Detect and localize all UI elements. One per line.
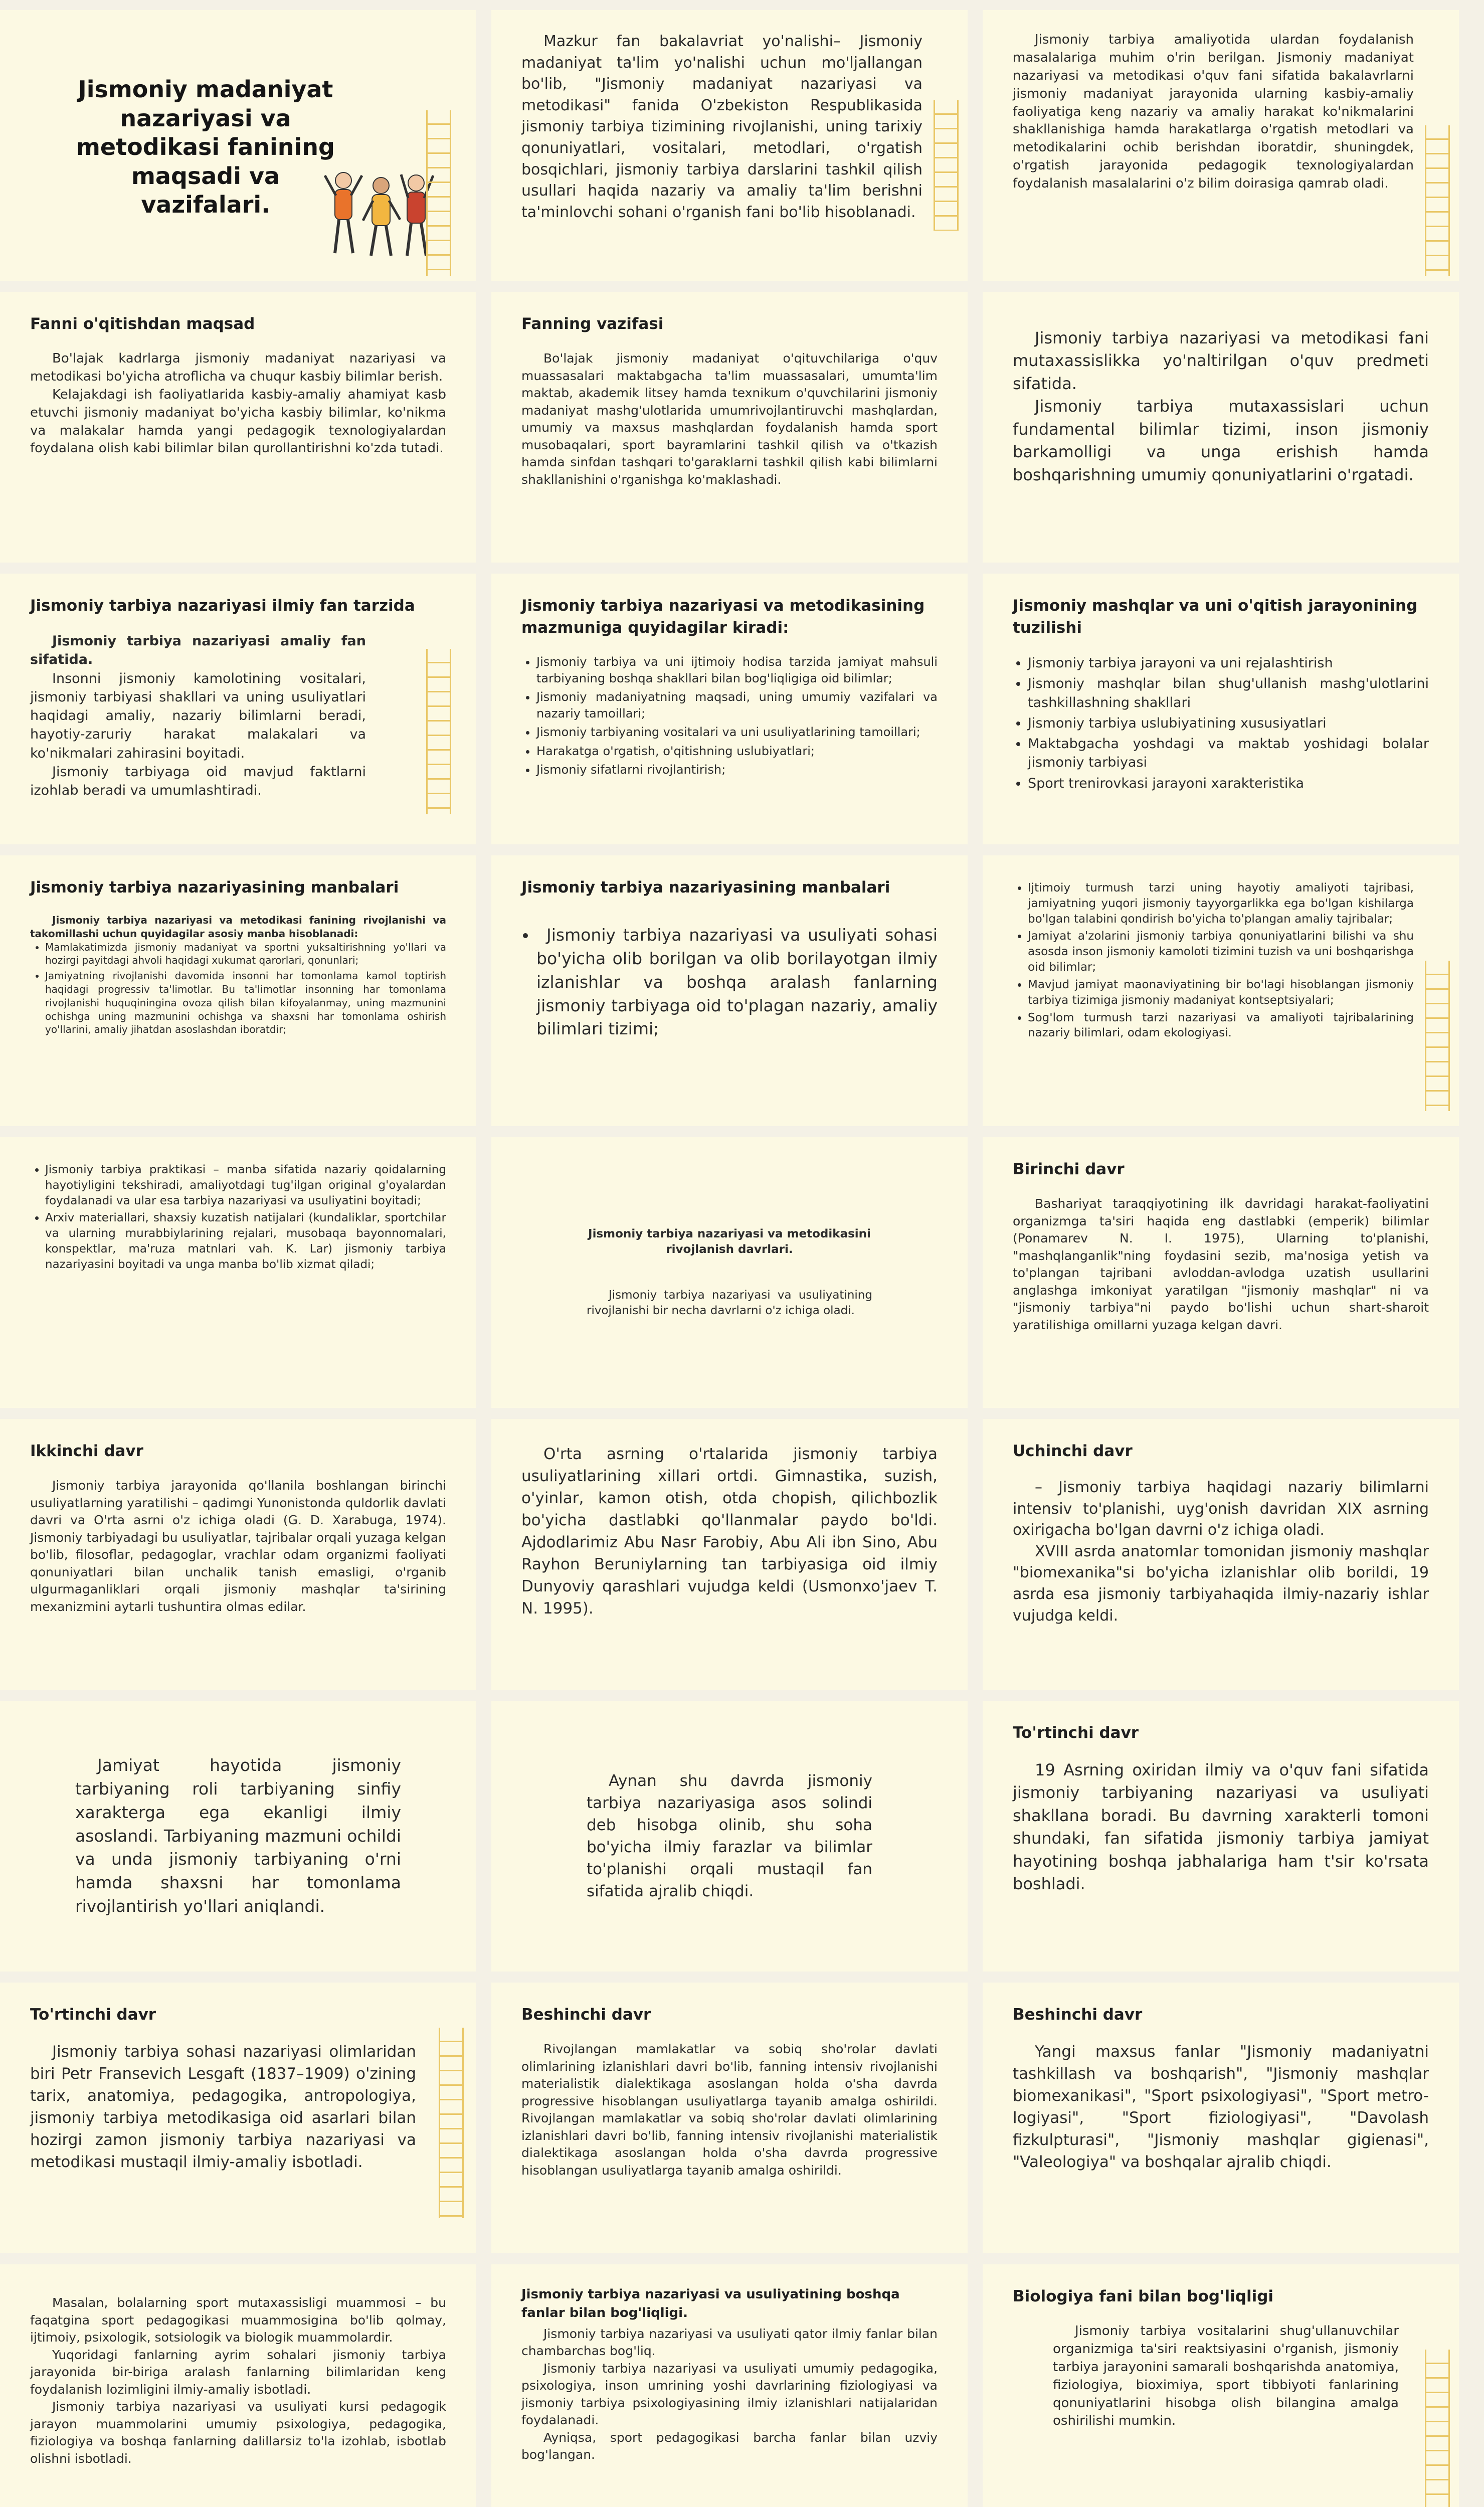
list-item: • Jismoniy tarbiya va uni ijtimoiy hodisa tarzida jamiyat mahsuli tarbiyaning boshqa shakllari bilan bog'liqligiga oid bilimlar; bbox=[536, 654, 938, 687]
list-item: • Mamlakatimizda jismoniy madaniyat va sportni yuksaltirishning yo'llari va hozirgi payitdagi ahvoli haqidagi xukumat qarorlari, qonunlari; bbox=[45, 941, 446, 968]
slide-text: Jismoniy tarbiya vositalarini shug'ullanuvchilar organizmiga ta'siri reaktsiyasini o'rganish, jismoniy tarbiya jarayonini samarali boshqarishda anatomiya, fiziologiya, bioximiya, sport tibbiyoti fanlarining qonuniyatlarini hisobga olish bilangina amalga oshirilishi mumkin. bbox=[1053, 2323, 1399, 2429]
slide-text: Aynan shu davrda jismoniy tarbiya nazariyasiga asos solindi deb hisobga olinib, shu soha bo'yicha ilmiy farazlar va bilimlar to'planishi orqali mustaqil fan sifatida ajralib chiqdi. bbox=[587, 1771, 872, 1901]
paragraph-1: – Jismoniy tarbiya haqidagi nazariy bilimlarni intensiv to'planishi, uyg'onish davridan XIX asrning oxirigacha bo'lgan davrni o'z ichiga oladi. bbox=[1013, 1479, 1429, 1539]
ladder-icon bbox=[426, 649, 451, 814]
people-icon bbox=[321, 160, 436, 261]
slide-20 bbox=[491, 1701, 968, 1972]
slide-text: Bo'lajak jismoniy madaniyat o'qituvchilariga o'quv muassasalari maktabgacha ta'lim muassasalari, umumta'lim maktab, akademik litsey hamda texnikum o'quvchilarini jismoniy madaniyat mashg'ulotlarida umumrivojlantiruvchi mashqlardan, umumiy va maxsus mashqlardan foydalanish hamda sport musobaqalari, sport bayramlarini tashkil qilish va o'tkazish hamda sinfdan tashqari to'garaklarni tashkil qilish kabi bilimlarni shakllanishini o'rganishga ko'maklashadi. bbox=[521, 351, 938, 487]
main-title: Jismoniy madaniyat nazariyasi va metodikasi fanining maqsadi va vazifalari. bbox=[76, 76, 335, 218]
paragraph-1: Jismoniy tarbiya nazariyasi amaliy fan sifatida. bbox=[30, 633, 366, 668]
slide-text: O'rta asrning o'rtalarida jismoniy tarbiya usuliyatlarining xillari ortdi. Gimnastika, suzish, o'yinlar, kamon otish, otda chopish, qilichbozlik bo'yicha dastlabki qo'llanmalar paydo bo'ldi. Ajdodlarimiz Abu Nasr Farobiy, Abu Ali ibn Sino, Abu Rayhon Beruniylarning tan tarbiyasiga oid ilmiy Dunyoviy qarashlari vujudga keldi (Usmonxo'jaev T. N. 1995). bbox=[521, 1445, 938, 1618]
paragraph-2: Insonni jismoniy kamolotining vositalari, jismoniy tarbiyasi shakllari va uning usuliyatlari haqidagi amaliy, nazariy bilimlarni beradi, hayotiy-zaruriy harakat malakalari va ko'nikmalari zahirasini boyitadi. bbox=[30, 670, 366, 761]
slide-title: Biologiya fani bilan bog'liqligi bbox=[1013, 2287, 1274, 2305]
slide-23 bbox=[491, 1983, 968, 2253]
list-item: • Sport trenirovkasi jarayoni xarakteristika bbox=[1028, 774, 1429, 793]
slide-22 bbox=[0, 1983, 476, 2253]
paragraph-1: Masalan, bolalarning sport mutaxassisligi muammosi – bu faqatgina sport pedagogikasi muammosigina bo'lib qolmay, ijtimoiy, psixologik, sotsiologik va biologik muammolardir. bbox=[30, 2295, 446, 2345]
paragraph-3: Jismoniy tarbiyaga oid mavjud faktlarni izohlab beradi va umumlashtiradi. bbox=[30, 764, 366, 799]
paragraph-2: Kelajakdagi ish faoliyatlarida kasbiy-amaliy ahamiyat kasb etuvchi jismoniy madaniyat bo'yicha kasbiy bilimlar, ko'nikma va malakalar hamda yangi pedagogik texnologiyalardan foydalana olish kabi bilimlar bilan qurollantirishni ko'zda tutadi. bbox=[30, 387, 446, 456]
slide-title: Jismoniy tarbiya nazariyasi va metodikasining mazmuniga quyidagilar kiradi: bbox=[521, 597, 925, 637]
ladder-icon bbox=[934, 100, 959, 231]
paragraph-1: Jismoniy tarbiya nazariyasi va usuliyati qator ilmiy fanlar bilan chambarchas bog'liq. bbox=[521, 2326, 938, 2359]
paragraph-2: Jismoniy tarbiya nazariyasi va usuliyati umumiy pedagogika, psixologiya, inson umrining yoshi davrlarining fiziologiyasi va jismoniy tarbiya psixologiyasining ilmiy izlanishlari natijalaridan foydalanadi. bbox=[521, 2361, 938, 2428]
slide-text: Jismoniy tarbiya amaliyotida ulardan foydalanish masalalariga muhim o'rin berilgan. Jismoniy madaniyat nazariyasi va metodikasi o'quv fani sifatida bakalavrlarni jismoniy madaniyat jarayonida ularning kasbiy-amaliy faoliyatiga keng nazariy va amaliy harakat ko'nikmalarini shakllanishiga hamda harakatlarga o'rgatish metodlari va metodikalarini ochib berishdan iboratdir, shuningdek, o'rgatish jarayonida pedagogik texnologiyalardan foydalanish masalalarini o'z bilim doirasiga qamrab oladi. bbox=[1013, 32, 1414, 191]
slide-12 bbox=[983, 855, 1459, 1126]
slide-1-title bbox=[0, 10, 476, 281]
slide-2 bbox=[491, 10, 968, 281]
list-item: • Jismoniy madaniyatning maqsadi, uning umumiy vazifalari va nazariy tamoillari; bbox=[536, 689, 938, 722]
slide-17 bbox=[491, 1419, 968, 1690]
slide-title: Fanni o'qitishdan maqsad bbox=[30, 315, 255, 333]
lead-text: Jismoniy tarbiya nazariyasi va metodikasi fanining rivojlanishi va takomillashi uchun quyidagilar asosiy manba hisoblanadi: bbox=[30, 914, 446, 940]
slide-title: Beshinchi davr bbox=[1013, 2006, 1143, 2024]
ladder-icon bbox=[1425, 2350, 1450, 2507]
list-item: • Mavjud jamiyat maonaviyatining bir bo'lagi hisoblangan jismoniy tarbiya tizimiga jismoniy madaniyat kontseptsiyalari; bbox=[1028, 977, 1414, 1008]
list-item: • Jismoniy sifatlarni rivojlantirish; bbox=[536, 762, 938, 778]
ladder-icon bbox=[1425, 125, 1450, 276]
slide-title: Jismoniy tarbiya nazariyasining manbalari bbox=[30, 878, 399, 897]
paragraph-1: Jismoniy tarbiya nazariyasi va metodikasi fani mutaxassislikka yo'naltirilgan o'quv predmeti sifatida. bbox=[1013, 328, 1429, 393]
slide-8 bbox=[491, 574, 968, 844]
paragraph-1: Jismoniy tarbiya nazariyasi va metodikasini rivojlanish davrlari. bbox=[588, 1227, 871, 1257]
slide-text: Jamiyat hayotida jismoniy tarbiyaning roli tarbiyaning sinfiy xarakterga ega ekanligi ilmiy asoslandi. Tarbiyaning mazmuni ochildi va unda jismoniy tarbiyaning o'rni hamda shaxsni har tomonlama rivojlantirish yo'llari aniqlandi. bbox=[75, 1755, 401, 1916]
list-item: • Jismoniy mashqlar bilan shug'ullanish mashg'ulotlarini tashkillashning shakllari bbox=[1028, 674, 1429, 712]
slide-9 bbox=[983, 574, 1459, 844]
slide-text: Yangi maxsus fanlar "Jismoniy madaniyatni tashkillash va boshqarish", "Jismoniy mashqlar biomexanikasi", "Sport psixologiyasi", "Sport metro-logiyasi", "Sport fiziologiyasi", "Davolash fizkulpturasi", "Jismoniy mashqlar gigienasi", "Valeologiya" va boshqalar ajralib chiqdi. bbox=[1013, 2043, 1429, 2172]
slide-25 bbox=[0, 2264, 476, 2507]
content-list bbox=[521, 924, 938, 1041]
slide-title: Fanning vazifasi bbox=[521, 315, 664, 333]
list-item: • Jismoniy tarbiya praktikasi – manba sifatida nazariy qoidalarning hayotiyligini tekshiradi, amaliyotdagi tug'ilgan original g'oyalardan foydalanadi va ular esa tarbiya nazariyasi va usuliyatini boyitadi; bbox=[45, 1162, 446, 1208]
list-item: • Jismoniy tarbiya nazariyasi va usuliyati sohasi bo'yicha olib borilgan va olib borilayotgan ilmiy izlanishlar va boshqa aralash fanlarning jismoniy tarbiyaga oid to'plagan nazariy, amaliy bilimlari tizimi; bbox=[536, 924, 938, 1041]
ladder-icon bbox=[439, 2028, 464, 2218]
slide-title: Birinchi davr bbox=[1013, 1160, 1125, 1178]
slide-26 bbox=[491, 2264, 968, 2507]
slide-3 bbox=[983, 10, 1459, 281]
slide-text: Bashariyat taraqqiyotining ilk davridagi harakat-faoliyatini organizmga ta'siri haqida eng dastlabki (emperik) bilimlar (Ponamarev N. I. 1975), Ularning to'planishi, "mashqlanganlik"ning foydasini sezib, ma'nosiga yetish va to'plangan tajribani avloddan-avlodga uzatish usullarini anglashga imkoniyat yaratilgan "jismoniy mashqlar" ni va "jismoniy tarbiya"ni paydo bo'lishi uchun shart-sharoit yaratilishiga omillarni yuzaga kelgan davri. bbox=[1013, 1196, 1429, 1332]
content-list bbox=[30, 1162, 446, 1273]
slide-18 bbox=[983, 1419, 1459, 1690]
list-item: • Jamiyatning rivojlanishi davomida insonni har tomonlama kamol toptirish haqidagi progressiv ta'limotlar. Bu ta'limotlar insonning har tomonlama rivojlanishi huquqiningina ovoza qilish bilan kifoyalanmay, uning mazmunini ochishga uning mazmunini ochishga va shaxsni har tomonlama oshirish yo'llarini, amaliy jihatdan asoslashdan iboratdir; bbox=[45, 969, 446, 1036]
list-item: • Jamiyat a'zolarini jismoniy tarbiya qonuniyatlarini bilishi va shu asosda inson jismoniy kamoloti tizimini tuzish va uni boshqarishga oid bilimlar; bbox=[1028, 929, 1414, 975]
slide-6 bbox=[983, 292, 1459, 563]
slide-10 bbox=[0, 855, 476, 1126]
slide-27 bbox=[983, 2264, 1459, 2507]
list-item: • Jismoniy tarbiya jarayoni va uni rejalashtirish bbox=[1028, 654, 1429, 672]
slide-title: Jismoniy mashqlar va uni o'qitish jarayonining tuzilishi bbox=[1013, 597, 1418, 637]
slide-13 bbox=[0, 1137, 476, 1408]
slide-4 bbox=[0, 292, 476, 563]
list-item: • Maktabgacha yoshdagi va maktab yoshidagi bolalar jismoniy tarbiyasi bbox=[1028, 735, 1429, 772]
paragraph-2: Jismoniy tarbiya nazariyasi va usuliyatining rivojlanishi bir necha davrlarni o'z ichiga oladi. bbox=[587, 1289, 872, 1317]
list-item: • Jismoniy tarbiya uslubiyatining xususiyatlari bbox=[1028, 714, 1429, 733]
slide-title: Ikkinchi davr bbox=[30, 1442, 143, 1460]
slide-14 bbox=[491, 1137, 968, 1408]
list-item: • Arxiv materiallari, shaxsiy kuzatish natijalari (kundaliklar, sportchilar va ularning murabbiylarining rejalari, musobaqa bayonnomalari, konspektlar, ma'ruza matnlari vah. K. Lar) jismoniy tarbiya nazariyasini boyitadi va unga manba bo'lib xizmat qiladi; bbox=[45, 1210, 446, 1272]
slide-title: Jismoniy tarbiya nazariyasi va usuliyatining boshqa fanlar bilan bog'liqligi. bbox=[521, 2287, 900, 2320]
slide-text: Mazkur fan bakalavriat yo'nalishi– Jismoniy madaniyat ta'lim yo'nalishi uchun mo'ljallangan bo'lib, "Jismoniy madaniyat nazariyasi va metodikasi" fanida O'zbekiston Respublikasida jismoniy tarbiya tizimining rivojlanishi, uning tarixiy qonuniyatlari, vositalari, metodlari, o'rgatish bosqichlari, jismoniy tarbiya darslarini tashkil qilish usullari haqida nazariy va amaliy ta'lim berishni ta'minlovchi sohani o'rganish fani bo'lib hisoblanadi. bbox=[521, 33, 922, 221]
paragraph-1: Bo'lajak kadrlarga jismoniy madaniyat nazariyasi va metodikasi bo'yicha atroflicha va chuqur kasbiy bilimlar berish. bbox=[30, 351, 446, 384]
slide-text: Jismoniy tarbiya jarayonida qo'llanila boshlangan birinchi usuliyatlarning yaratilishi – qadimgi Yunonistonda quldorlik davlati davri va O'rta asrni o'z ichiga oladi (G. D. Xarabuga, 1974). Jismoniy tarbiyadagi bu usuliyatlar, tajribalar orqali yuzaga kelgan bo'lib, filosoflar, pedagoglar, vrachlar odam organizmi faoliyati qonuniyatlari bilan unchalik tanish emasligi, o'rganib ulgurmaganliklari orqali jismoniy mashqlar ta'sirining mexanizmini aytarli tushuntira olmas edilar. bbox=[30, 1478, 446, 1614]
content-list bbox=[521, 654, 938, 778]
slide-15 bbox=[983, 1137, 1459, 1408]
slide-19 bbox=[0, 1701, 476, 1972]
paragraph-2: XVIII asrda anatomlar tomonidan jismoniy mashqlar "biomexanika"si bo'yicha izlanishlar olib borildi, 19 asrda esa jismoniy tarbiyahaqida ilmiy-nazariy ishlar vujudga keldi. bbox=[1013, 1542, 1429, 1625]
ladder-icon bbox=[1425, 961, 1450, 1111]
list-item: • Harakatga o'rgatish, o'qitishning uslubiyatlari; bbox=[536, 743, 938, 760]
paragraph-2: Yuqoridagi fanlarning ayrim sohalari jismoniy tarbiya jarayonida bir-biriga aralash fanlarning bilimlaridan keng foydalanish lozimligini ilmiy-amaliy isbotladi. bbox=[30, 2347, 446, 2397]
slide-title: To'rtinchi davr bbox=[1013, 1724, 1139, 1742]
ladder-icon bbox=[426, 110, 451, 276]
content-list bbox=[30, 941, 446, 1037]
slide-text: Jismoniy tarbiya sohasi nazariyasi olimlaridan biri Petr Fransevich Lesgaft (1837–1909) o'zining tarix, anatomiya, pedagogika, antropologiya, jismoniy tarbiya metodikasiga oid asarlari bilan hozirgi zamon jismoniy tarbiya nazariyasi va metodikasi mustaqil ilmiy-amaliy isbotladi. bbox=[30, 2043, 416, 2172]
slide-text: Rivojlangan mamlakatlar va sobiq sho'rolar davlati olimlarining izlanishlari davri bo'lib, fanning intensiv rivojlanishi materialistik dialektikaga asoslangan holda o'sha davrda progressive hisoblangan usuliyatlarga tayanib amalga oshirildi. Rivojlangan mamlakatlar va sobiq sho'rolar davlati olimlarining izlanishlari davri bo'lib, fanning intensiv rivojlanishi materialistik dialektikaga asoslangan holda o'sha davrda progressive hisoblangan usuliyatlarga tayanib amalga oshirildi. bbox=[521, 2042, 938, 2178]
paragraph-2: Jismoniy tarbiya mutaxassislari uchun fundamental bilimlar tizimi, inson jismoniy barkamolligi va unga erishish hamda boshqarishning umumiy qonuniyatlarini o'rgatadi. bbox=[1013, 397, 1429, 484]
slide-title: Uchinchi davr bbox=[1013, 1442, 1133, 1460]
slide-text: 19 Asrning oxiridan ilmiy va o'quv fani sifatida jismoniy tarbiyaning nazariyasi va usuliyati shakllana boradi. Bu davrning xarakterli tomoni shundaki, fan sifatida jismoniy tarbiya jamiyat hayotining boshqa jabhalariga ham t'sir ko'rsata boshladi. bbox=[1013, 1760, 1429, 1894]
slide-title: Beshinchi davr bbox=[521, 2006, 651, 2024]
content-list bbox=[1013, 654, 1429, 793]
slide-title: Jismoniy tarbiya nazariyasining manbalari bbox=[521, 878, 890, 897]
slide-24 bbox=[983, 1983, 1459, 2253]
slide-title: Jismoniy tarbiya nazariyasi ilmiy fan tarzida bbox=[30, 597, 415, 615]
slide-11 bbox=[491, 855, 968, 1126]
paragraph-3: Jismoniy tarbiya nazariyasi va usuliyati kursi pedagogik jarayon muammolarini umumiy psixologiya, pedagogika, fiziologiya va boshqa fanlarning dalillarsiz to'la izohlab, isbotlab olishni isbotladi. bbox=[30, 2399, 446, 2466]
list-item: • Jismoniy tarbiyaning vositalari va uni usuliyatlarining tamoillari; bbox=[536, 724, 938, 741]
paragraph-3: Ayniqsa, sport pedagogikasi barcha fanlar bilan uzviy bog'langan. bbox=[521, 2430, 938, 2462]
list-item: • Ijtimoiy turmush tarzi uning hayotiy amaliyoti tajribasi, jamiyatning yuqori jismoniy tayyorgarlikka ega bo'lgan kishilarga bo'lgan talabini qondirish bo'yicha to'plangan amaliy tajribalar; bbox=[1028, 880, 1414, 927]
slide-21 bbox=[983, 1701, 1459, 1972]
slide-7 bbox=[0, 574, 476, 844]
list-item: • Sog'lom turmush tarzi nazariyasi va amaliyoti tajribalarining nazariy bilimlari, odam ekologiyasi. bbox=[1028, 1010, 1414, 1041]
content-list bbox=[1013, 880, 1429, 1041]
slide-title: To'rtinchi davr bbox=[30, 2006, 156, 2024]
slide-16 bbox=[0, 1419, 476, 1690]
slide-5 bbox=[491, 292, 968, 563]
